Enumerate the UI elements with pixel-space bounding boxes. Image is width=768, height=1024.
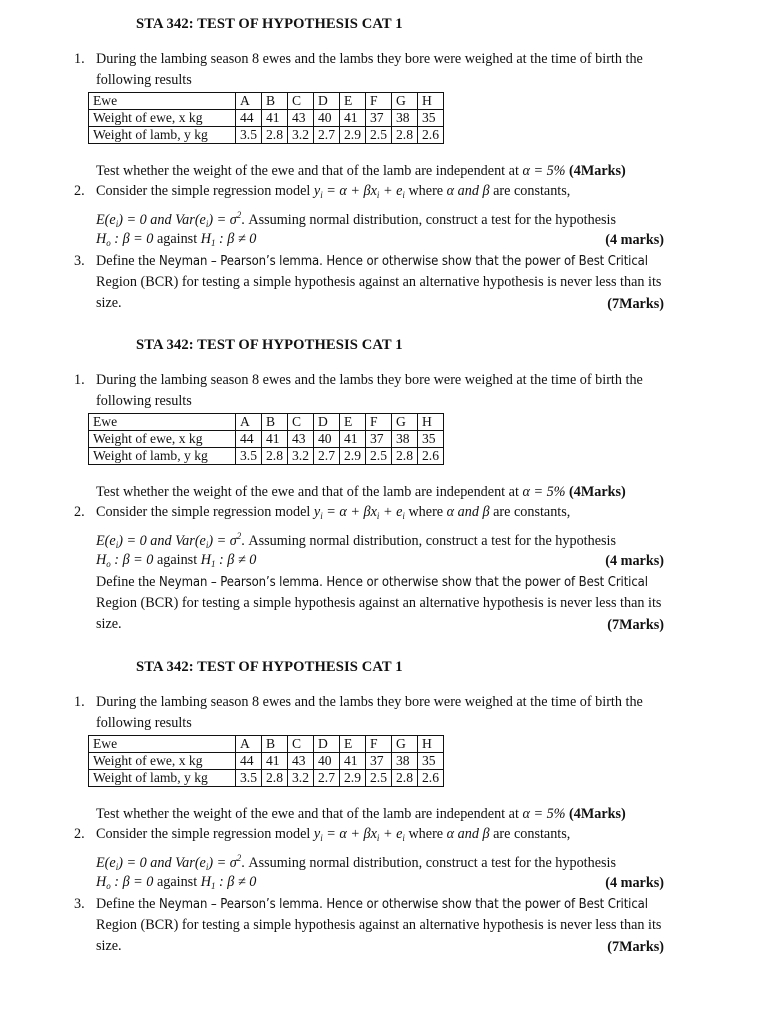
question-2-line-3 <box>96 230 256 252</box>
table-cell: H <box>418 414 444 431</box>
table-cell: Weight of ewe, x kg <box>89 753 236 770</box>
table-cell: 3.5 <box>236 448 262 465</box>
parameters: α and β <box>446 504 490 520</box>
table-cell: D <box>314 93 340 110</box>
question-3-text: Define the <box>96 253 156 269</box>
null-hypothesis <box>96 552 153 568</box>
math-text: H <box>200 552 211 568</box>
question-2-marks: (4 marks) <box>605 232 664 248</box>
table-cell: Ewe <box>89 414 236 431</box>
table-cell: 2.8 <box>262 127 288 144</box>
table-cell: 2.5 <box>366 127 392 144</box>
subscript: o <box>106 559 111 569</box>
question-2-line-3 <box>96 873 256 895</box>
table-cell: F <box>366 93 392 110</box>
table-cell: C <box>288 736 314 753</box>
regression-model <box>314 826 405 842</box>
question-2-line-2 <box>96 206 616 233</box>
table-row <box>89 127 444 144</box>
table-cell: 41 <box>340 110 366 127</box>
table-cell: 44 <box>236 110 262 127</box>
question-3-text: Neyman – Pearson’s lemma. Hence or otherwise show that the power of Best Critical <box>159 254 648 269</box>
model-symbol: + e <box>382 504 403 520</box>
significance-level: α = 5% <box>522 806 566 822</box>
question-1-number: 1. <box>74 372 85 388</box>
table-row <box>89 770 444 787</box>
subscript: o <box>106 881 111 891</box>
math-text: : β = 0 <box>114 231 154 247</box>
subscript: i <box>320 511 323 521</box>
subscript: i <box>115 862 119 872</box>
table-cell: H <box>418 93 444 110</box>
table-cell: 38 <box>392 431 418 448</box>
question-2-text: are constants, <box>493 183 571 199</box>
table-cell: B <box>262 414 288 431</box>
table-cell: 2.9 <box>340 127 366 144</box>
table-cell: 2.9 <box>340 770 366 787</box>
table-cell: 37 <box>366 753 392 770</box>
question-2-line-1 <box>96 825 570 847</box>
question-2-text: against <box>156 231 198 247</box>
variance-expression <box>195 533 241 549</box>
question-2-marks: (4 marks) <box>605 553 664 569</box>
table-cell: E <box>340 414 366 431</box>
table-row <box>89 431 444 448</box>
exam-title: STA 342: TEST OF HYPOTHESIS CAT 1 <box>136 337 403 353</box>
table-cell: 2.6 <box>418 448 444 465</box>
question-2-text: where <box>408 826 444 842</box>
model-symbol: = α + βx <box>326 504 377 520</box>
math-text: ) = σ <box>208 212 237 228</box>
table-cell: 37 <box>366 431 392 448</box>
table-cell: 41 <box>262 753 288 770</box>
table-cell: 2.8 <box>392 448 418 465</box>
table-cell: 37 <box>366 110 392 127</box>
regression-model <box>314 183 405 199</box>
alternative-hypothesis <box>201 231 257 247</box>
question-1-test-text: Test whether the weight of the ewe and that of the lamb are independent at <box>96 484 519 500</box>
subscript: o <box>106 238 111 248</box>
table-cell: Weight of ewe, x kg <box>89 431 236 448</box>
table-cell: B <box>262 93 288 110</box>
question-3-line-2: Region (BCR) for testing a simple hypothesis against an alternative hypothesis is never less than its <box>96 274 662 290</box>
table-cell: 3.2 <box>288 770 314 787</box>
subscript: i <box>115 540 119 550</box>
question-2-text: Consider the simple regression model <box>96 504 311 520</box>
question-1-test-line <box>96 483 626 501</box>
null-hypothesis <box>96 874 153 890</box>
superscript: 2 <box>236 531 242 541</box>
question-3-text: Neyman – Pearson’s lemma. Hence or otherwise show that the power of Best Critical <box>159 897 648 912</box>
table-cell: A <box>236 93 262 110</box>
table-cell: 2.8 <box>392 770 418 787</box>
table-cell: 40 <box>314 110 340 127</box>
question-2-number: 2. <box>74 183 85 199</box>
expectation-expression <box>96 855 147 871</box>
question-3-text: Define the <box>96 896 156 912</box>
table-row <box>89 414 444 431</box>
table-row <box>89 110 444 127</box>
table-cell: 3.5 <box>236 770 262 787</box>
expectation-expression <box>96 212 147 228</box>
table-cell: 41 <box>340 753 366 770</box>
null-hypothesis <box>96 231 153 247</box>
math-text: (e <box>194 855 206 871</box>
question-3-text: Define the <box>96 574 156 590</box>
model-symbol: y <box>313 826 321 842</box>
question-3-number: 3. <box>74 896 85 912</box>
question-3-marks: (7Marks) <box>607 617 664 633</box>
math-text: ) = σ <box>208 855 237 871</box>
model-symbol: y <box>313 183 321 199</box>
math-text: : β = 0 <box>114 552 154 568</box>
math-text: (e <box>194 533 206 549</box>
question-2-line-1 <box>96 182 570 204</box>
math-text: ) = 0 <box>118 855 147 871</box>
table-cell: 2.6 <box>418 127 444 144</box>
question-1-test-text: Test whether the weight of the ewe and that of the lamb are independent at <box>96 163 519 179</box>
table-row <box>89 448 444 465</box>
table-cell: C <box>288 93 314 110</box>
question-3-text: Neyman – Pearson’s lemma. Hence or otherwise show that the power of Best Critical <box>159 575 648 590</box>
table-cell: Weight of ewe, x kg <box>89 110 236 127</box>
table-cell: 43 <box>288 431 314 448</box>
question-3-line-1 <box>96 252 648 271</box>
question-3-line-2: Region (BCR) for testing a simple hypothesis against an alternative hypothesis is never less than its <box>96 917 662 933</box>
alternative-hypothesis <box>201 552 257 568</box>
table-row <box>89 93 444 110</box>
question-1-marks: (4Marks) <box>569 484 626 500</box>
table-cell: 38 <box>392 110 418 127</box>
table-cell: 44 <box>236 431 262 448</box>
question-3-line-1 <box>96 895 648 914</box>
table-cell: D <box>314 736 340 753</box>
table-cell: 41 <box>262 431 288 448</box>
question-1-test-line <box>96 805 626 823</box>
subscript: i <box>320 833 323 843</box>
variance-expression <box>195 212 241 228</box>
table-cell: E <box>340 93 366 110</box>
question-3-line-3: size. <box>96 295 122 311</box>
subscript: i <box>115 219 119 229</box>
exam-title: STA 342: TEST OF HYPOTHESIS CAT 1 <box>136 659 403 675</box>
exam-title: STA 342: TEST OF HYPOTHESIS CAT 1 <box>136 16 403 32</box>
table-cell: 2.8 <box>262 448 288 465</box>
math-text: H <box>96 552 107 568</box>
question-3-number: 3. <box>74 253 85 269</box>
question-2-text: where <box>408 504 444 520</box>
table-cell: Ewe <box>89 93 236 110</box>
subscript: 1 <box>210 238 216 248</box>
question-1-marks: (4Marks) <box>569 163 626 179</box>
superscript: 2 <box>236 210 242 220</box>
table-cell: A <box>236 736 262 753</box>
table-cell: F <box>366 414 392 431</box>
table-cell: 2.7 <box>314 448 340 465</box>
table-cell: 35 <box>418 110 444 127</box>
question-1-number: 1. <box>74 51 85 67</box>
question-2-text: against <box>156 874 198 890</box>
subscript: i <box>402 833 405 843</box>
question-2-text: are constants, <box>493 826 571 842</box>
question-2-number: 2. <box>74 504 85 520</box>
question-3-line-3: size. <box>96 938 122 954</box>
math-text: (e <box>194 212 206 228</box>
question-2-line-1 <box>96 503 570 525</box>
table-cell: 3.2 <box>288 127 314 144</box>
question-1-line-1: During the lambing season 8 ewes and the lambs they bore were weighed at the time of birth the <box>96 51 643 67</box>
parameters: α and β <box>446 826 490 842</box>
question-1-line-2: following results <box>96 715 192 731</box>
table-cell: 41 <box>262 110 288 127</box>
math-text: : β ≠ 0 <box>218 874 257 890</box>
subscript: i <box>376 190 380 200</box>
math-text: and Var <box>150 533 195 549</box>
table-row <box>89 736 444 753</box>
question-2-text: where <box>408 183 444 199</box>
exam-section <box>0 643 768 965</box>
math-text: and Var <box>150 855 195 871</box>
model-symbol: y <box>313 504 321 520</box>
question-2-text: . Assuming normal distribution, construct a test for the hypothesis <box>241 533 616 549</box>
table-cell: A <box>236 414 262 431</box>
math-text: E(e <box>96 855 116 871</box>
question-2-text: are constants, <box>493 504 571 520</box>
table-cell: 3.5 <box>236 127 262 144</box>
table-cell: 2.9 <box>340 448 366 465</box>
question-2-text: against <box>156 552 198 568</box>
math-text: ) = 0 <box>118 212 147 228</box>
table-cell: Weight of lamb, y kg <box>89 770 236 787</box>
model-symbol: + e <box>382 183 403 199</box>
subscript: i <box>205 219 209 229</box>
table-cell: F <box>366 736 392 753</box>
model-symbol: + e <box>382 826 403 842</box>
table-cell: 2.5 <box>366 770 392 787</box>
question-2-number: 2. <box>74 826 85 842</box>
math-text: ) = 0 <box>118 533 147 549</box>
table-cell: 2.7 <box>314 770 340 787</box>
ewe-lamb-weights-table <box>88 92 444 144</box>
question-3-line-2: Region (BCR) for testing a simple hypothesis against an alternative hypothesis is never less than its <box>96 595 662 611</box>
subscript: i <box>320 190 323 200</box>
math-text: : β ≠ 0 <box>218 231 257 247</box>
question-1-line-2: following results <box>96 393 192 409</box>
subscript: 1 <box>210 881 216 891</box>
subscript: i <box>402 511 405 521</box>
math-text: H <box>200 874 211 890</box>
regression-model <box>314 504 405 520</box>
table-cell: G <box>392 736 418 753</box>
table-cell: G <box>392 414 418 431</box>
model-symbol: = α + βx <box>326 826 377 842</box>
table-cell: 35 <box>418 753 444 770</box>
math-text: : β ≠ 0 <box>218 552 257 568</box>
table-cell: 2.7 <box>314 127 340 144</box>
question-1-test-line <box>96 162 626 180</box>
table-cell: Weight of lamb, y kg <box>89 448 236 465</box>
subscript: i <box>205 862 209 872</box>
question-3-marks: (7Marks) <box>607 296 664 312</box>
significance-level: α = 5% <box>522 163 566 179</box>
math-text: ) = σ <box>208 533 237 549</box>
expectation-expression <box>96 533 147 549</box>
math-text: and Var <box>150 212 195 228</box>
table-cell: 40 <box>314 431 340 448</box>
subscript: i <box>376 833 380 843</box>
subscript: i <box>205 540 209 550</box>
table-cell: 41 <box>340 431 366 448</box>
exam-section <box>0 0 768 322</box>
alternative-hypothesis <box>201 874 257 890</box>
superscript: 2 <box>236 853 242 863</box>
question-3-line-1 <box>96 573 648 592</box>
math-text: E(e <box>96 212 116 228</box>
question-1-line-1: During the lambing season 8 ewes and the lambs they bore were weighed at the time of birth the <box>96 694 643 710</box>
table-cell: Ewe <box>89 736 236 753</box>
question-2-text: . Assuming normal distribution, construct a test for the hypothesis <box>241 855 616 871</box>
question-1-marks: (4Marks) <box>569 806 626 822</box>
math-text: H <box>96 231 107 247</box>
math-text: H <box>96 874 107 890</box>
significance-level: α = 5% <box>522 484 566 500</box>
table-cell: 38 <box>392 753 418 770</box>
table-cell: B <box>262 736 288 753</box>
table-cell: H <box>418 736 444 753</box>
table-cell: 40 <box>314 753 340 770</box>
table-cell: 35 <box>418 431 444 448</box>
variance-expression <box>195 855 241 871</box>
ewe-lamb-weights-table <box>88 735 444 787</box>
question-1-number: 1. <box>74 694 85 710</box>
table-cell: E <box>340 736 366 753</box>
table-cell: 3.2 <box>288 448 314 465</box>
question-3-line-3: size. <box>96 616 122 632</box>
table-cell: 2.8 <box>262 770 288 787</box>
table-cell: 2.6 <box>418 770 444 787</box>
question-2-marks: (4 marks) <box>605 875 664 891</box>
table-cell: 2.8 <box>392 127 418 144</box>
table-cell: Weight of lamb, y kg <box>89 127 236 144</box>
math-text: E(e <box>96 533 116 549</box>
subscript: i <box>402 190 405 200</box>
table-row <box>89 753 444 770</box>
subscript: i <box>376 511 380 521</box>
table-cell: 44 <box>236 753 262 770</box>
ewe-lamb-weights-table <box>88 413 444 465</box>
math-text: H <box>200 231 211 247</box>
question-3-marks: (7Marks) <box>607 939 664 955</box>
parameters: α and β <box>446 183 490 199</box>
question-2-text: Consider the simple regression model <box>96 826 311 842</box>
question-1-line-2: following results <box>96 72 192 88</box>
exam-section <box>0 321 768 643</box>
table-cell: 43 <box>288 753 314 770</box>
subscript: 1 <box>210 559 216 569</box>
question-2-text: . Assuming normal distribution, construct a test for the hypothesis <box>241 212 616 228</box>
model-symbol: = α + βx <box>326 183 377 199</box>
question-2-line-2 <box>96 849 616 876</box>
question-1-line-1: During the lambing season 8 ewes and the lambs they bore were weighed at the time of birth the <box>96 372 643 388</box>
question-2-line-2 <box>96 527 616 554</box>
question-2-line-3 <box>96 551 256 573</box>
table-cell: D <box>314 414 340 431</box>
table-cell: C <box>288 414 314 431</box>
table-cell: 43 <box>288 110 314 127</box>
question-2-text: Consider the simple regression model <box>96 183 311 199</box>
question-1-test-text: Test whether the weight of the ewe and that of the lamb are independent at <box>96 806 519 822</box>
table-cell: G <box>392 93 418 110</box>
table-cell: 2.5 <box>366 448 392 465</box>
math-text: : β = 0 <box>114 874 154 890</box>
